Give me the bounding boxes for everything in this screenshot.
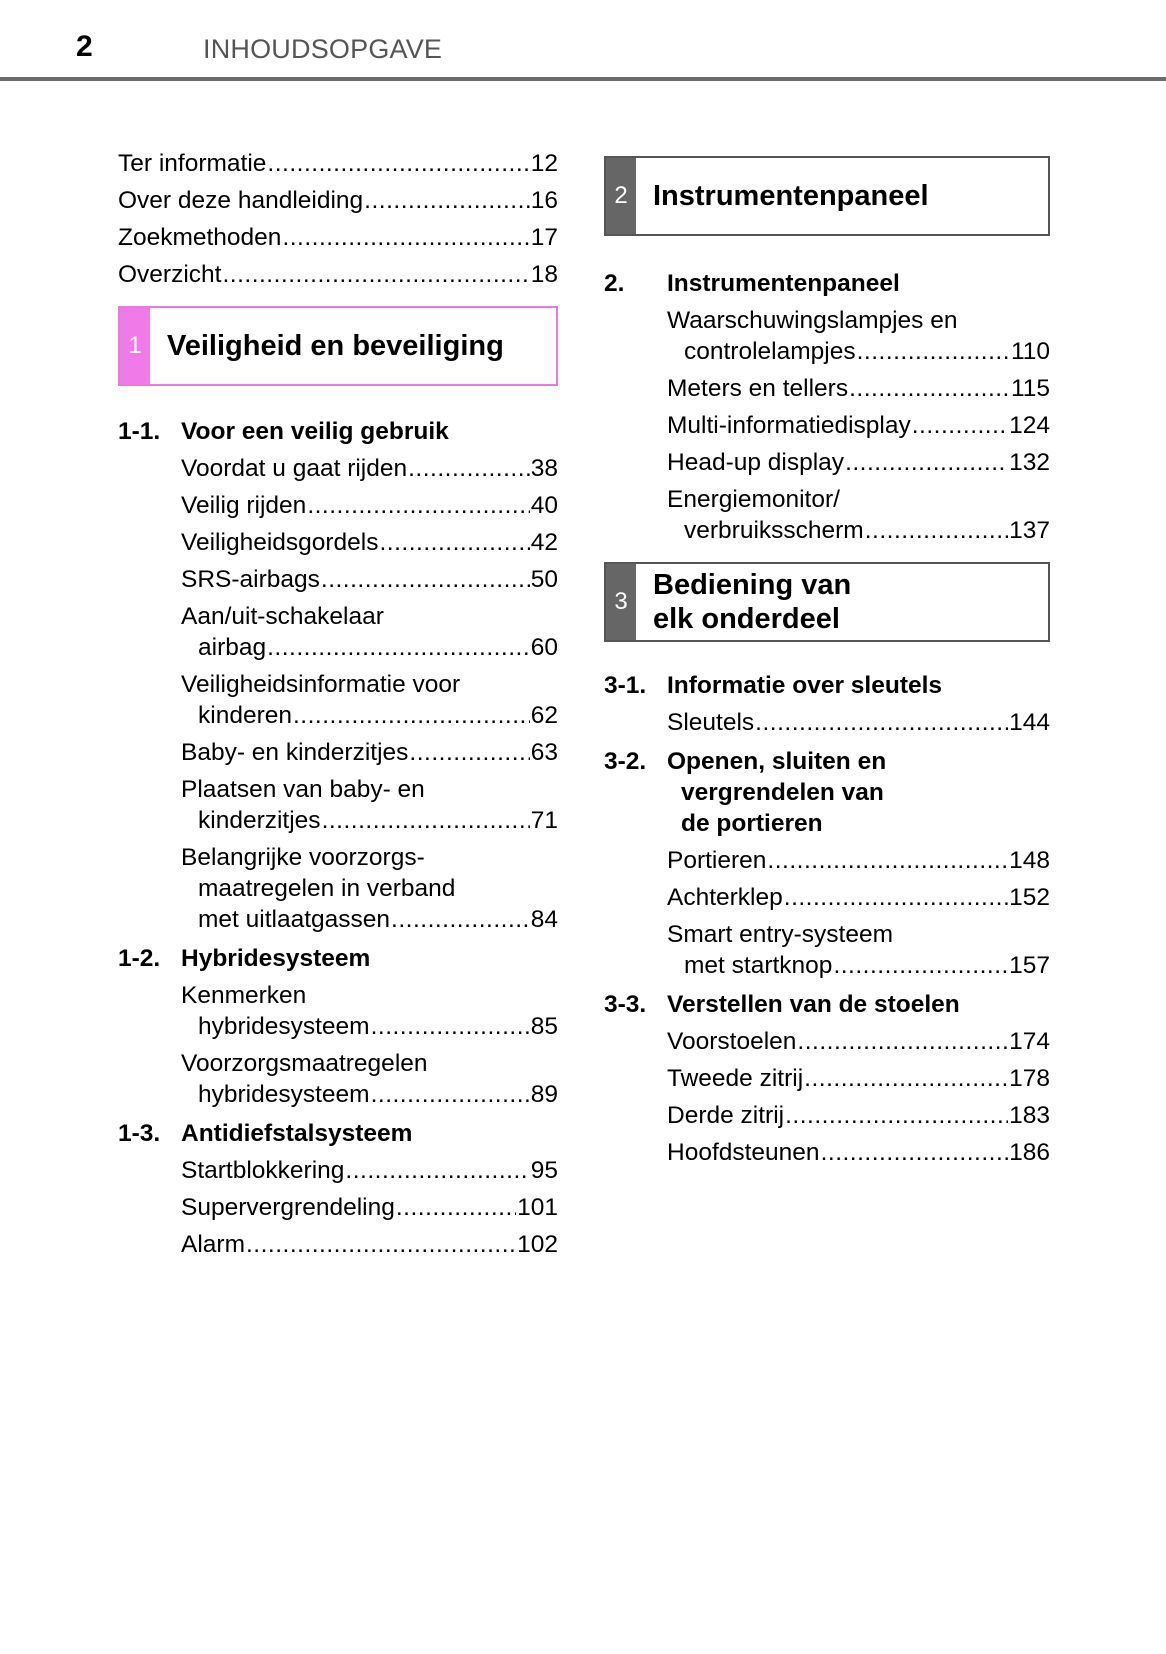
toc-entry-text: Achterklep [667,884,783,911]
toc-entry[interactable] [181,737,558,774]
leader-dots [912,410,1008,441]
toc-entry-page: 16 [530,187,558,214]
toc-entry[interactable] [667,410,1050,447]
toc-entry-text: Voordat u gaat rijden [181,455,408,482]
leader-dots [345,1155,529,1186]
toc-right-column [604,148,1050,1174]
toc-entry-page: 174 [1009,1028,1050,1055]
section-number: 1-1. [118,418,161,445]
toc-entry[interactable] [181,1229,558,1266]
toc-entry-page: 101 [517,1194,558,1221]
header-rule [0,77,1166,81]
toc-entry[interactable] [118,185,558,222]
toc-entry-text: SRS-airbags [181,566,320,593]
toc-entry-text-cont: met startknop [684,952,833,979]
leader-dots [391,904,530,935]
toc-entry[interactable] [667,484,1050,552]
leader-dots [408,453,530,484]
toc-entry[interactable] [667,373,1050,410]
section-number: 3-2. [604,748,647,775]
leader-dots [833,950,1008,981]
toc-entry[interactable] [667,1137,1050,1174]
toc-entry[interactable] [667,1063,1050,1100]
toc-entry-text-cont: maatregelen in verband [198,875,456,902]
toc-entry-text: Overzicht [118,261,222,288]
toc-entry[interactable] [181,1048,558,1116]
toc-entry-page: 178 [1009,1065,1050,1092]
toc-entry[interactable] [118,148,558,185]
header-title: INHOUDSOPGAVE [203,34,443,64]
toc-entry[interactable] [181,490,558,527]
toc-entry[interactable] [667,919,1050,987]
toc-entry-page: 144 [1009,709,1050,736]
leader-dots [785,1100,1008,1131]
toc-entry-text: Aan/uit-schakelaar [181,603,384,630]
toc-entry-text: Baby- en kinderzitjes [181,739,409,766]
section-title: Hybridesysteem [181,945,371,972]
leader-dots [804,1063,1008,1094]
toc-entry-text: Tweede zitrij [667,1065,804,1092]
leader-dots [293,700,530,731]
leader-dots [409,737,529,768]
toc-entry[interactable] [181,601,558,669]
toc-entry-text: Waarschuwingslampjes en [667,307,958,334]
toc-entry-page: 50 [530,566,558,593]
section-heading[interactable] [604,668,1050,707]
leader-dots [267,148,529,179]
toc-entry[interactable] [667,845,1050,882]
chapter-1-box[interactable] [118,306,558,386]
toc-entry-text: Belangrijke voorzorgs- [181,844,425,871]
section-number: 1-2. [118,945,161,972]
section-title: Voor een veilig gebruik [181,418,449,445]
leader-dots [321,564,530,595]
toc-entry-page: 42 [530,529,558,556]
chapter-title: Instrumentenpaneel [653,180,929,212]
toc-entry-text: Over deze handleiding [118,187,364,214]
section-title-cont: de portieren [681,810,823,837]
toc-entry[interactable] [181,669,558,737]
toc-entry-text: Smart entry-systeem [667,921,893,948]
toc-entry-text: Veiligheidsgordels [181,529,379,556]
toc-entry[interactable] [667,1100,1050,1137]
toc-entry-text-cont: kinderzitjes [198,807,321,834]
toc-entry-text: Hoofdsteunen [667,1139,820,1166]
toc-entry[interactable] [667,1026,1050,1063]
toc-entry-page: 85 [530,1013,558,1040]
toc-entry[interactable] [181,527,558,564]
chapter-title-line: Bediening van [653,569,852,601]
toc-entry[interactable] [181,842,558,941]
section-heading[interactable] [118,1116,558,1155]
toc-entry-text: Voorzorgsmaatregelen [181,1050,428,1077]
leader-dots [282,222,529,253]
chapter-number-tab: 2 [606,158,636,234]
section-number: 2. [604,270,625,297]
toc-entry[interactable] [118,222,558,259]
toc-entry-page: 12 [530,150,558,177]
toc-entry[interactable] [181,1192,558,1229]
chapter-2-box[interactable] [604,156,1050,236]
toc-entry-page: 110 [1010,338,1050,365]
toc-entry-page: 71 [530,807,558,834]
leader-dots [857,336,1010,367]
leader-dots [246,1229,516,1260]
toc-entry[interactable] [181,980,558,1048]
toc-left-column [118,148,558,1266]
toc-entry[interactable] [181,1155,558,1192]
section-title: Informatie over sleutels [667,672,943,699]
toc-entry-text: Supervergrendeling [181,1194,395,1221]
toc-entry-text-cont: kinderen [198,702,292,729]
toc-entry-page: 60 [530,634,558,661]
toc-entry[interactable] [667,707,1050,744]
leader-dots [396,1192,516,1223]
leader-dots [845,447,1008,478]
toc-entry-text: Multi-informatiedisplay [667,412,911,439]
toc-entry-text: Meters en tellers [667,375,849,402]
toc-entry-text: Veilig rijden [181,492,307,519]
chapter-title: Veiligheid en beveiliging [167,330,504,362]
section-heading[interactable] [118,414,558,453]
leader-dots [364,185,530,216]
toc-entry-page: 115 [1010,375,1050,402]
leader-dots [849,373,1010,404]
toc-entry-page: 148 [1009,847,1050,874]
toc-entry-text-cont: hybridesysteem [198,1081,370,1108]
toc-entry[interactable] [667,882,1050,919]
chapter-number-tab: 3 [606,564,636,640]
toc-entry-page: 18 [530,261,558,288]
toc-entry[interactable] [667,447,1050,484]
toc-entry-text-cont: verbruiksscherm [684,517,864,544]
toc-entry-page: 62 [530,702,558,729]
section-title: Openen, sluiten en [667,748,887,775]
section-heading[interactable] [118,941,558,980]
toc-entry-page: 95 [530,1157,558,1184]
section-heading[interactable] [604,266,1050,305]
leader-dots [797,1026,1008,1057]
toc-entry-text: Head-up display [667,449,845,476]
leader-dots [784,882,1008,913]
toc-entry-page: 186 [1009,1139,1050,1166]
toc-entry-text-cont: controlelampjes [684,338,856,365]
chapter-number-tab: 1 [120,308,150,384]
section-heading[interactable] [604,744,1050,845]
toc-entry-page: 40 [530,492,558,519]
toc-entry-text-cont: airbag [198,634,267,661]
leader-dots [371,1011,530,1042]
toc-entry-page: 17 [530,224,558,251]
section-title-cont: vergrendelen van [681,779,884,806]
section-title: Instrumentenpaneel [667,270,900,297]
toc-entry-text: Ter informatie [118,150,267,177]
toc-entry-text-cont: hybridesysteem [198,1013,370,1040]
toc-entry-page: 132 [1009,449,1050,476]
leader-dots [307,490,529,521]
toc-entry-page: 102 [517,1231,558,1258]
leader-dots [222,259,529,290]
toc-entry-text: Startblokkering [181,1157,345,1184]
section-title: Verstellen van de stoelen [667,991,960,1018]
toc-entry-text: Sleutels [667,709,755,736]
toc-entry-text: Derde zitrij [667,1102,785,1129]
toc-entry[interactable] [118,259,558,296]
toc-entry-text: Alarm [181,1231,245,1258]
toc-entry-text: Plaatsen van baby- en [181,776,425,803]
toc-entry-page: 63 [530,739,558,766]
toc-entry-text: Kenmerken [181,982,307,1009]
toc-entry-page: 137 [1009,517,1050,544]
toc-entry-text-cont: met uitlaatgassen [198,906,391,933]
page-number: 2 [76,30,93,63]
chapter-title-line: elk onderdeel [653,603,840,635]
toc-entry[interactable] [181,453,558,490]
toc-entry-text: Energiemonitor/ [667,486,840,513]
section-number: 3-3. [604,991,647,1018]
toc-entry-page: 89 [530,1081,558,1108]
toc-entry-page: 152 [1009,884,1050,911]
toc-entry-page: 38 [530,455,558,482]
toc-entry-page: 124 [1009,412,1050,439]
leader-dots [865,515,1008,546]
section-number: 3-1. [604,672,647,699]
section-title: Antidiefstalsysteem [181,1120,413,1147]
toc-entry-text: Zoekmethoden [118,224,282,251]
leader-dots [767,845,1008,876]
section-heading[interactable] [604,987,1050,1026]
chapter-3-box[interactable] [604,562,1050,642]
toc-entry-text: Veiligheidsinformatie voor [181,671,461,698]
page-header [0,0,1166,80]
toc-entry-page: 157 [1009,952,1050,979]
leader-dots [322,805,530,836]
toc-entry-page: 84 [530,906,558,933]
toc-entry-text: Portieren [667,847,767,874]
leader-dots [821,1137,1009,1168]
toc-entry[interactable] [667,305,1050,373]
section-number: 1-3. [118,1120,161,1147]
toc-entry[interactable] [181,564,558,601]
toc-entry-page: 183 [1009,1102,1050,1129]
leader-dots [755,707,1008,738]
leader-dots [380,527,530,558]
leader-dots [267,632,530,663]
toc-entry[interactable] [181,774,558,842]
leader-dots [371,1079,530,1110]
toc-entry-text: Voorstoelen [667,1028,797,1055]
